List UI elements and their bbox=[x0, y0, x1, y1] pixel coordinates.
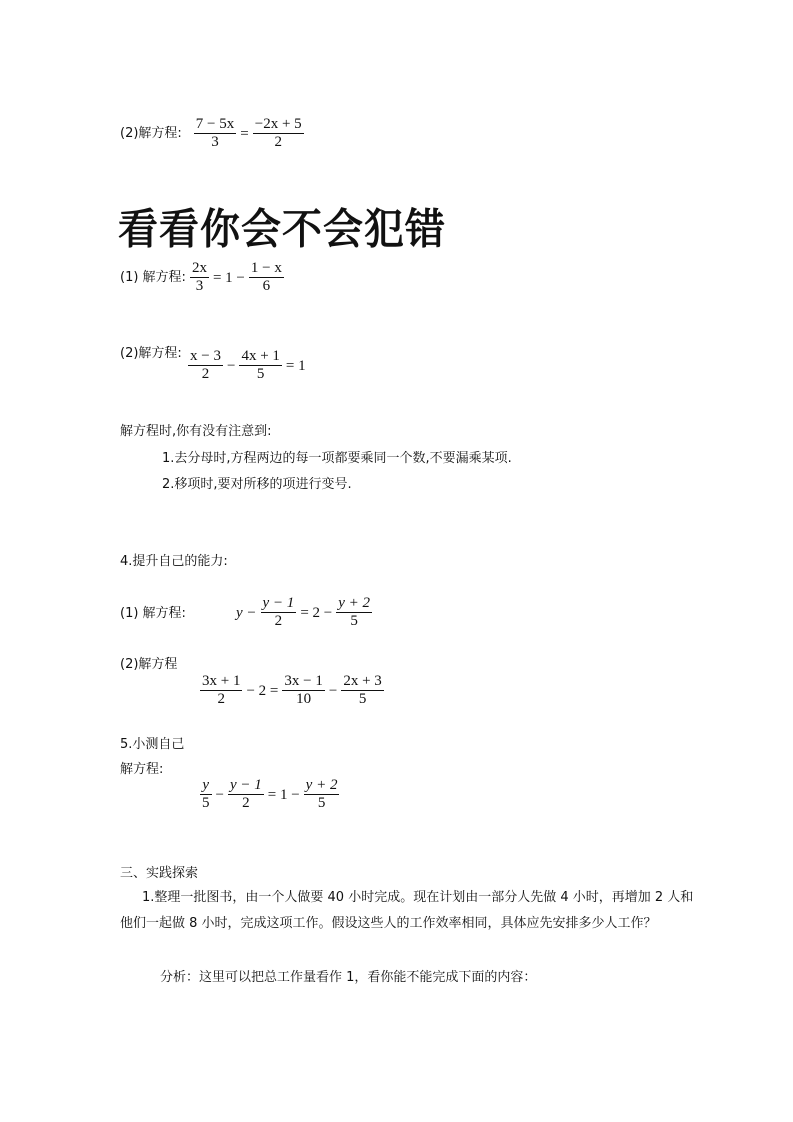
mistake-1 bbox=[120, 260, 286, 295]
equation-middle: = 1 − bbox=[212, 269, 245, 286]
numerator: 4x + 1 bbox=[241, 348, 280, 364]
numerator: y + 2 bbox=[338, 595, 371, 611]
equation-middle: = 2 − bbox=[300, 604, 333, 621]
fraction bbox=[253, 116, 304, 151]
equation-lead: y − bbox=[236, 604, 257, 621]
numerator: y − 1 bbox=[262, 595, 295, 611]
minus-sign: − bbox=[215, 786, 224, 803]
section-4-p2-label: (2)解方程 bbox=[120, 657, 178, 672]
mistake-2-label: (2)解方程: bbox=[120, 346, 182, 361]
numerator: y bbox=[202, 777, 210, 793]
numerator: −2x + 5 bbox=[254, 116, 302, 132]
denominator: 2 bbox=[217, 691, 225, 707]
mistake-2-equation bbox=[186, 348, 308, 383]
denominator: 6 bbox=[262, 278, 271, 294]
section-4-p1-label: (1) 解方程: bbox=[120, 606, 186, 621]
numerator: 3x − 1 bbox=[284, 673, 323, 689]
practice-title: 三、实践探索 bbox=[120, 866, 199, 881]
denominator: 2 bbox=[274, 613, 283, 629]
section-5-title: 5.小测自己 bbox=[120, 737, 185, 752]
denominator: 5 bbox=[358, 691, 367, 707]
fraction bbox=[188, 348, 223, 383]
section-4-p2-equation bbox=[198, 673, 386, 708]
equation-middle: − 2 = bbox=[246, 682, 279, 699]
fraction bbox=[304, 777, 340, 812]
denominator: 5 bbox=[317, 795, 326, 811]
section-5-label: 解方程: bbox=[120, 762, 164, 777]
practice-analysis: 分析：这里可以把总工作量看作 1，看你能不能完成下面的内容： bbox=[160, 970, 537, 985]
notes-item-1: 1.去分母时,方程两边的每一项都要乘同一个数,不要漏乘某项. bbox=[162, 451, 512, 466]
denominator: 3 bbox=[195, 278, 204, 294]
numerator: 3x + 1 bbox=[202, 673, 241, 689]
denominator: 5 bbox=[350, 613, 358, 629]
equation-tail: = 1 bbox=[285, 357, 306, 374]
problem-2a bbox=[120, 116, 306, 151]
section-heading: 看看你会不会犯错 bbox=[118, 205, 446, 255]
equation-middle: = 1 − bbox=[267, 786, 300, 803]
fraction bbox=[194, 116, 236, 151]
fraction bbox=[200, 673, 242, 708]
fraction bbox=[341, 673, 383, 708]
denominator: 5 bbox=[202, 795, 210, 811]
denominator: 2 bbox=[201, 366, 210, 382]
denominator: 10 bbox=[296, 691, 312, 707]
problem-2a-equation bbox=[192, 116, 306, 151]
denominator: 3 bbox=[211, 134, 219, 150]
denominator: 5 bbox=[256, 366, 265, 382]
minus-sign: − bbox=[226, 357, 236, 374]
notes-intro: 解方程时,你有没有注意到: bbox=[120, 424, 272, 439]
minus-sign: − bbox=[328, 682, 338, 699]
practice-problem: 1.整理一批图书，由一个人做要 40 小时完成。现在计划由一部分人先做 4 小时，再增加 2 人和他们一起做 8 小时，完成这项工作。假设这些人的工作效率相同，具体应先安排多少人工作？ bbox=[120, 890, 694, 931]
problem-2a-label: (2)解方程: bbox=[120, 125, 182, 141]
section-4-p1-equation bbox=[234, 595, 374, 630]
numerator: x − 3 bbox=[190, 348, 221, 364]
numerator: 1 − x bbox=[250, 260, 282, 276]
fraction bbox=[200, 777, 212, 812]
numerator: 7 − 5x bbox=[195, 116, 235, 132]
fraction bbox=[249, 260, 284, 295]
denominator: 2 bbox=[274, 134, 282, 150]
numerator: y + 2 bbox=[305, 777, 338, 793]
section-4-title: 4.提升自己的能力: bbox=[120, 554, 228, 569]
denominator: 2 bbox=[242, 795, 250, 811]
fraction bbox=[239, 348, 281, 383]
fraction bbox=[228, 777, 264, 812]
notes-item-2: 2.移项时,要对所移的项进行变号. bbox=[162, 477, 352, 492]
numerator: 2x + 3 bbox=[343, 673, 382, 689]
mistake-1-label: (1) 解方程: bbox=[120, 269, 186, 285]
section-5-equation bbox=[198, 777, 341, 812]
numerator: y − 1 bbox=[229, 777, 262, 793]
fraction bbox=[261, 595, 297, 630]
equals-sign: = bbox=[240, 125, 249, 142]
fraction bbox=[282, 673, 324, 708]
fraction bbox=[336, 595, 372, 630]
numerator: 2x bbox=[191, 260, 207, 276]
fraction bbox=[190, 260, 209, 295]
mistake-1-equation bbox=[188, 260, 286, 295]
